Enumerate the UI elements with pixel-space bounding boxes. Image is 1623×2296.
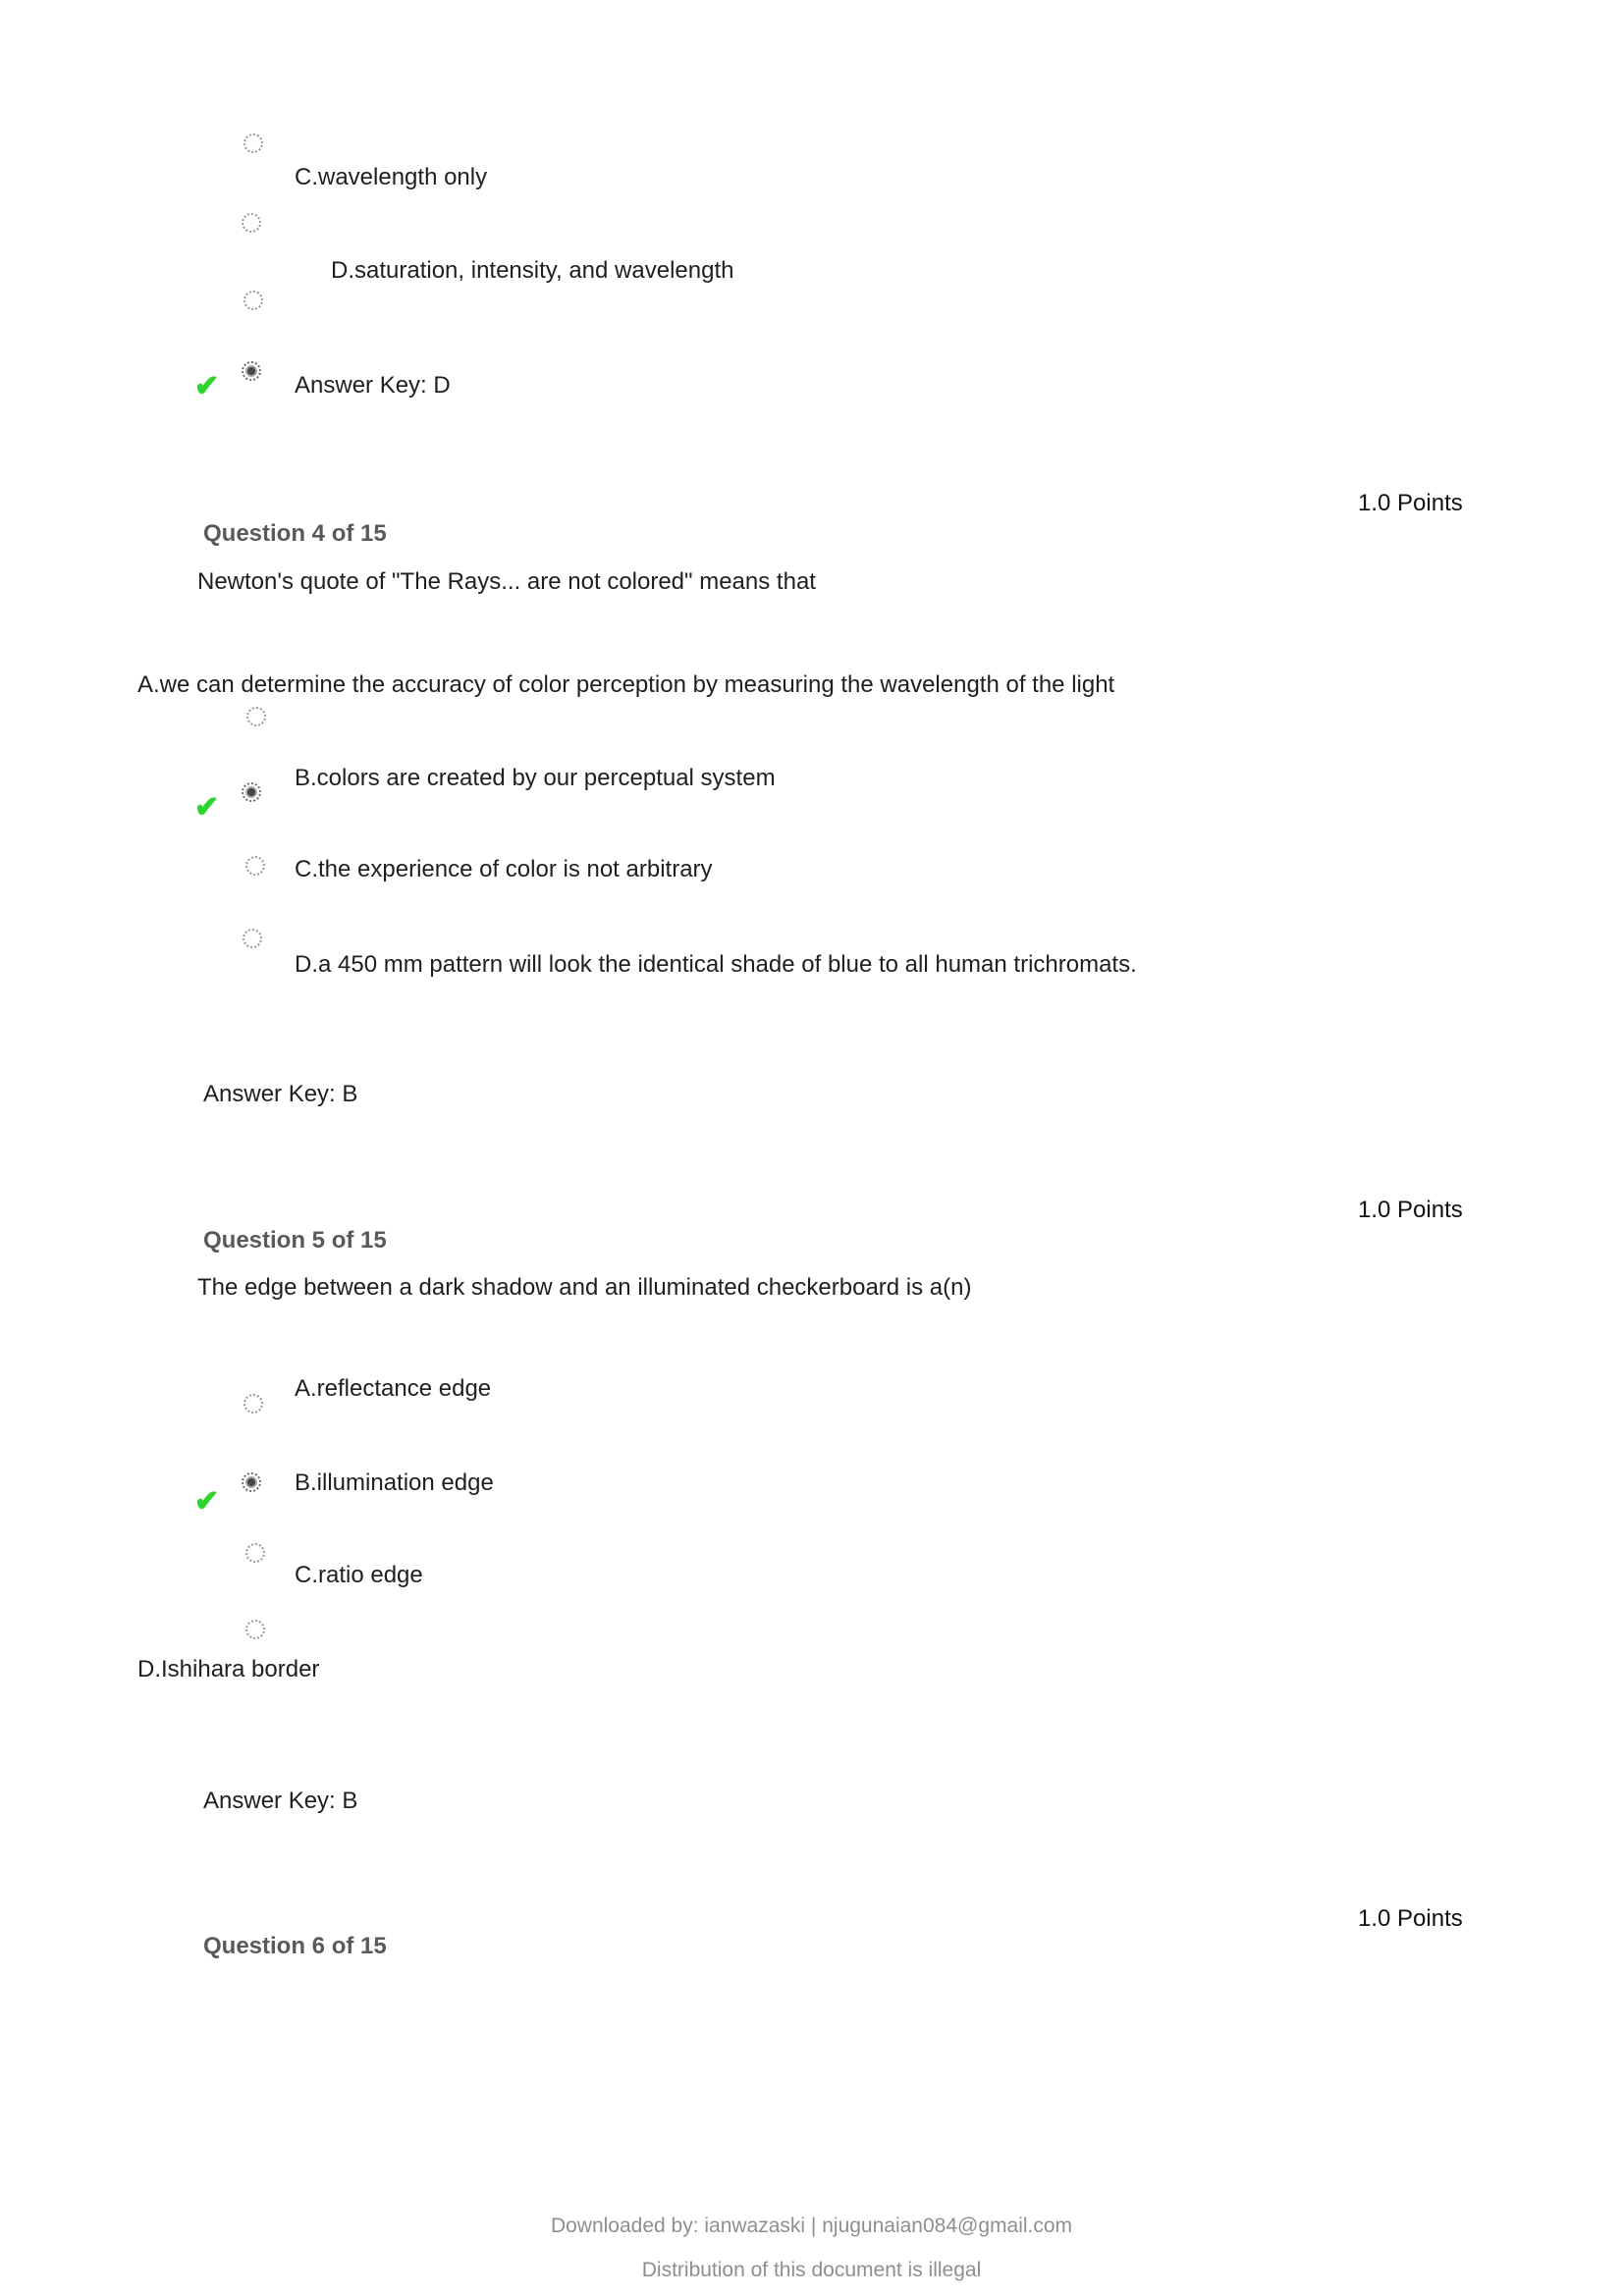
radio-button-selected[interactable] xyxy=(242,361,261,381)
correct-check-icon: ✔ xyxy=(194,1485,220,1518)
radio-button-unselected[interactable] xyxy=(245,856,265,876)
points-label: 1.0 Points xyxy=(1358,1905,1463,1932)
answer-option-label: D.a 450 mm pattern will look the identical shade of blue to all human trichromats. xyxy=(295,951,1137,978)
question-prompt: The edge between a dark shadow and an illuminated checkerboard is a(n) xyxy=(197,1274,972,1301)
radio-button-unselected[interactable] xyxy=(243,1394,263,1414)
radio-button-unselected[interactable] xyxy=(245,1620,265,1639)
answer-option-label: C.ratio edge xyxy=(295,1562,423,1588)
radio-button-unselected[interactable] xyxy=(245,1543,265,1563)
footer-warning: Distribution of this document is illegal xyxy=(641,2259,982,2281)
answer-key-label: Answer Key: D xyxy=(295,372,451,399)
question-heading: Question 6 of 15 xyxy=(203,1933,387,1959)
answer-option-label: D.Ishihara border xyxy=(137,1656,320,1682)
answer-key-label: Answer Key: B xyxy=(203,1788,358,1814)
answer-key-label: Answer Key: B xyxy=(203,1081,358,1107)
question-prompt: Newton's quote of "The Rays... are not colored" means that xyxy=(197,568,816,595)
radio-button-unselected[interactable] xyxy=(243,929,262,948)
answer-option-label: A.reflectance edge xyxy=(295,1375,492,1402)
question-heading: Question 5 of 15 xyxy=(203,1227,387,1254)
answer-option-label: B.illumination edge xyxy=(295,1469,494,1496)
answer-option-label: C.wavelength only xyxy=(295,164,488,190)
answer-option-label: A.we can determine the accuracy of color perception by measuring the wavelength of the light xyxy=(137,671,1115,698)
answer-option-label: B.colors are created by our perceptual system xyxy=(295,765,776,791)
radio-button-unselected[interactable] xyxy=(243,291,263,310)
radio-button-selected[interactable] xyxy=(242,782,261,802)
answer-option-label: D.saturation, intensity, and wavelength xyxy=(331,257,734,284)
radio-button-unselected[interactable] xyxy=(243,133,263,153)
radio-button-selected[interactable] xyxy=(242,1472,261,1492)
correct-check-icon: ✔ xyxy=(194,791,220,824)
footer-watermark: Downloaded by: ianwazaski | njugunaian084@gmail.com xyxy=(550,2215,1073,2237)
radio-button-unselected[interactable] xyxy=(242,213,261,233)
points-label: 1.0 Points xyxy=(1358,490,1463,516)
answer-option-label: C.the experience of color is not arbitrary xyxy=(295,856,713,882)
radio-button-unselected[interactable] xyxy=(246,707,266,726)
points-label: 1.0 Points xyxy=(1358,1197,1463,1223)
question-heading: Question 4 of 15 xyxy=(203,520,387,547)
correct-check-icon: ✔ xyxy=(194,370,220,402)
